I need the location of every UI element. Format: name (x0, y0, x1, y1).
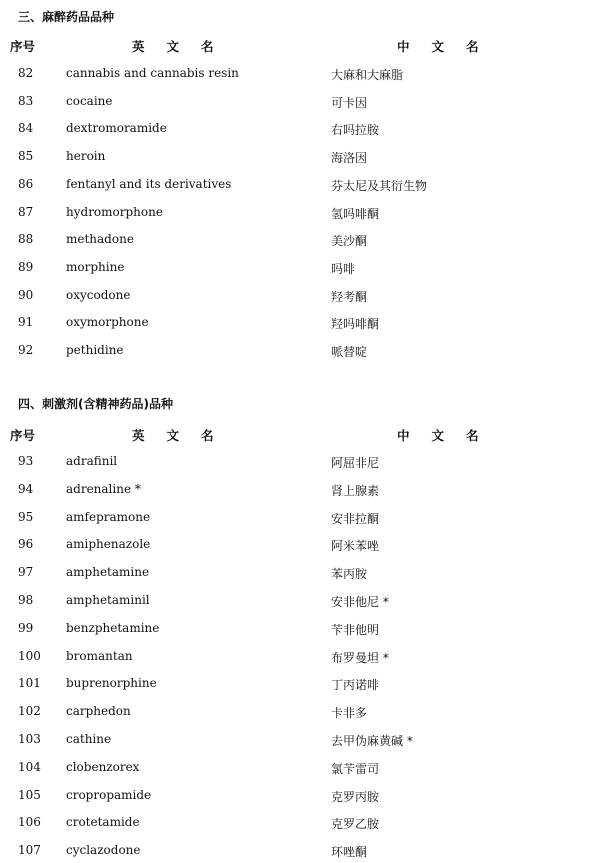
table-header (0, 37, 600, 57)
chinese-name: 羟考酮 (331, 289, 368, 304)
header-english-name: 英文名 (132, 39, 236, 54)
table-row (0, 649, 600, 669)
english-name: oxycodone (66, 287, 131, 302)
table-row (0, 288, 600, 308)
table-row (0, 565, 600, 585)
english-name: cathine (66, 732, 112, 746)
table-row (0, 66, 600, 86)
header-number: 序号 (10, 39, 36, 54)
english-name: hydromorphone (66, 204, 163, 219)
english-name: clobenzorex (66, 759, 140, 774)
english-name: adrafinil (66, 454, 118, 468)
row-number: 91 (18, 315, 34, 330)
row-number: 96 (18, 537, 34, 552)
chinese-name: 可卡因 (331, 95, 368, 110)
english-name: oxymorphone (66, 315, 149, 330)
row-number: 93 (18, 454, 34, 468)
table-row (0, 732, 600, 752)
table-header (0, 426, 600, 446)
row-number: 94 (18, 481, 34, 496)
chinese-name: 布罗曼坦 * (331, 650, 389, 665)
row-number: 105 (18, 787, 41, 802)
english-name: pethidine (66, 343, 124, 357)
table-row (0, 149, 600, 169)
english-name: heroin (66, 149, 106, 164)
row-number: 104 (18, 759, 41, 774)
header-number: 序号 (10, 428, 36, 443)
chinese-name: 安非拉酮 (331, 511, 380, 526)
english-name: adrenaline * (66, 481, 141, 496)
table-row (0, 537, 600, 557)
row-number: 86 (18, 176, 34, 191)
chinese-name: 大麻和大麻脂 (331, 68, 404, 82)
english-name: amphetamine (66, 565, 150, 580)
english-name: fentanyl and its derivatives (66, 176, 232, 191)
table-row (0, 704, 600, 724)
table-row (0, 593, 600, 613)
row-number: 102 (18, 704, 41, 719)
english-name: buprenorphine (66, 676, 157, 691)
english-name: bromantan (66, 648, 133, 663)
row-number: 85 (18, 149, 34, 164)
english-name: methadone (66, 232, 134, 247)
english-name: amphetaminil (66, 593, 150, 607)
table-row (0, 621, 600, 641)
english-name: amiphenazole (66, 537, 151, 552)
english-name: morphine (66, 259, 125, 274)
english-name: amfepramone (66, 509, 151, 524)
row-number: 98 (18, 593, 34, 607)
table-row (0, 482, 600, 502)
table-row (0, 676, 600, 696)
row-number: 101 (18, 676, 41, 691)
english-name: cropropamide (66, 787, 152, 802)
chinese-name: 海洛因 (331, 151, 368, 166)
table-row (0, 510, 600, 530)
table-row (0, 94, 600, 114)
table-row (0, 760, 600, 780)
table-row (0, 454, 600, 474)
section-title: 四、刺激剂(含精神药品)品种 (18, 397, 173, 411)
chinese-name: 肾上腺素 (331, 483, 380, 498)
chinese-name: 吗啡 (331, 261, 356, 276)
chinese-name: 氢吗啡酮 (331, 206, 380, 221)
row-number: 95 (18, 509, 34, 524)
row-number: 82 (18, 66, 34, 80)
table-row (0, 788, 600, 808)
row-number: 84 (18, 121, 34, 136)
row-number: 103 (18, 732, 41, 746)
row-number: 107 (18, 843, 41, 858)
row-number: 88 (18, 232, 34, 247)
chinese-name: 美沙酮 (331, 234, 368, 249)
table-row (0, 260, 600, 280)
table-row (0, 177, 600, 197)
english-name: carphedon (66, 704, 131, 719)
header-chinese-name: 中文名 (397, 39, 501, 54)
chinese-name: 克罗丙胺 (331, 789, 380, 804)
row-number: 106 (18, 815, 41, 830)
chinese-name: 苄非他明 (331, 622, 380, 637)
row-number: 97 (18, 565, 34, 580)
row-number: 87 (18, 204, 34, 219)
table-row (0, 205, 600, 225)
table-row (0, 232, 600, 252)
row-number: 99 (18, 620, 34, 635)
chinese-name: 芬太尼及其衍生物 (331, 178, 428, 193)
chinese-name: 苯丙胺 (331, 567, 368, 582)
english-name: cannabis and cannabis resin (66, 66, 239, 80)
row-number: 83 (18, 93, 34, 108)
table-row (0, 315, 600, 335)
row-number: 90 (18, 287, 34, 302)
chinese-name: 环唑酮 (331, 845, 368, 860)
english-name: dextromoramide (66, 121, 167, 136)
section-title: 三、麻醉药品品种 (18, 10, 115, 24)
chinese-name: 羟吗啡酮 (331, 317, 380, 332)
row-number: 89 (18, 259, 34, 274)
chinese-name: 去甲伪麻黄碱 * (331, 734, 413, 748)
chinese-name: 丁丙诺啡 (331, 678, 380, 693)
chinese-name: 哌替啶 (331, 345, 368, 359)
chinese-name: 克罗乙胺 (331, 817, 380, 832)
chinese-name: 阿屈非尼 (331, 456, 380, 470)
row-number: 100 (18, 648, 41, 663)
table-row (0, 121, 600, 141)
chinese-name: 右吗拉胺 (331, 123, 380, 138)
row-number: 92 (18, 343, 34, 357)
english-name: cyclazodone (66, 843, 141, 858)
table-row (0, 343, 600, 363)
chinese-name: 阿米苯唑 (331, 539, 380, 554)
english-name: crotetamide (66, 815, 140, 830)
english-name: benzphetamine (66, 620, 160, 635)
header-english-name: 英文名 (132, 428, 236, 443)
chinese-name: 氯苄雷司 (331, 761, 380, 776)
english-name: cocaine (66, 93, 113, 108)
header-chinese-name: 中文名 (397, 428, 501, 443)
table-row (0, 843, 600, 863)
table-row (0, 815, 600, 835)
chinese-name: 卡非多 (331, 706, 368, 721)
chinese-name: 安非他尼 * (331, 595, 389, 609)
